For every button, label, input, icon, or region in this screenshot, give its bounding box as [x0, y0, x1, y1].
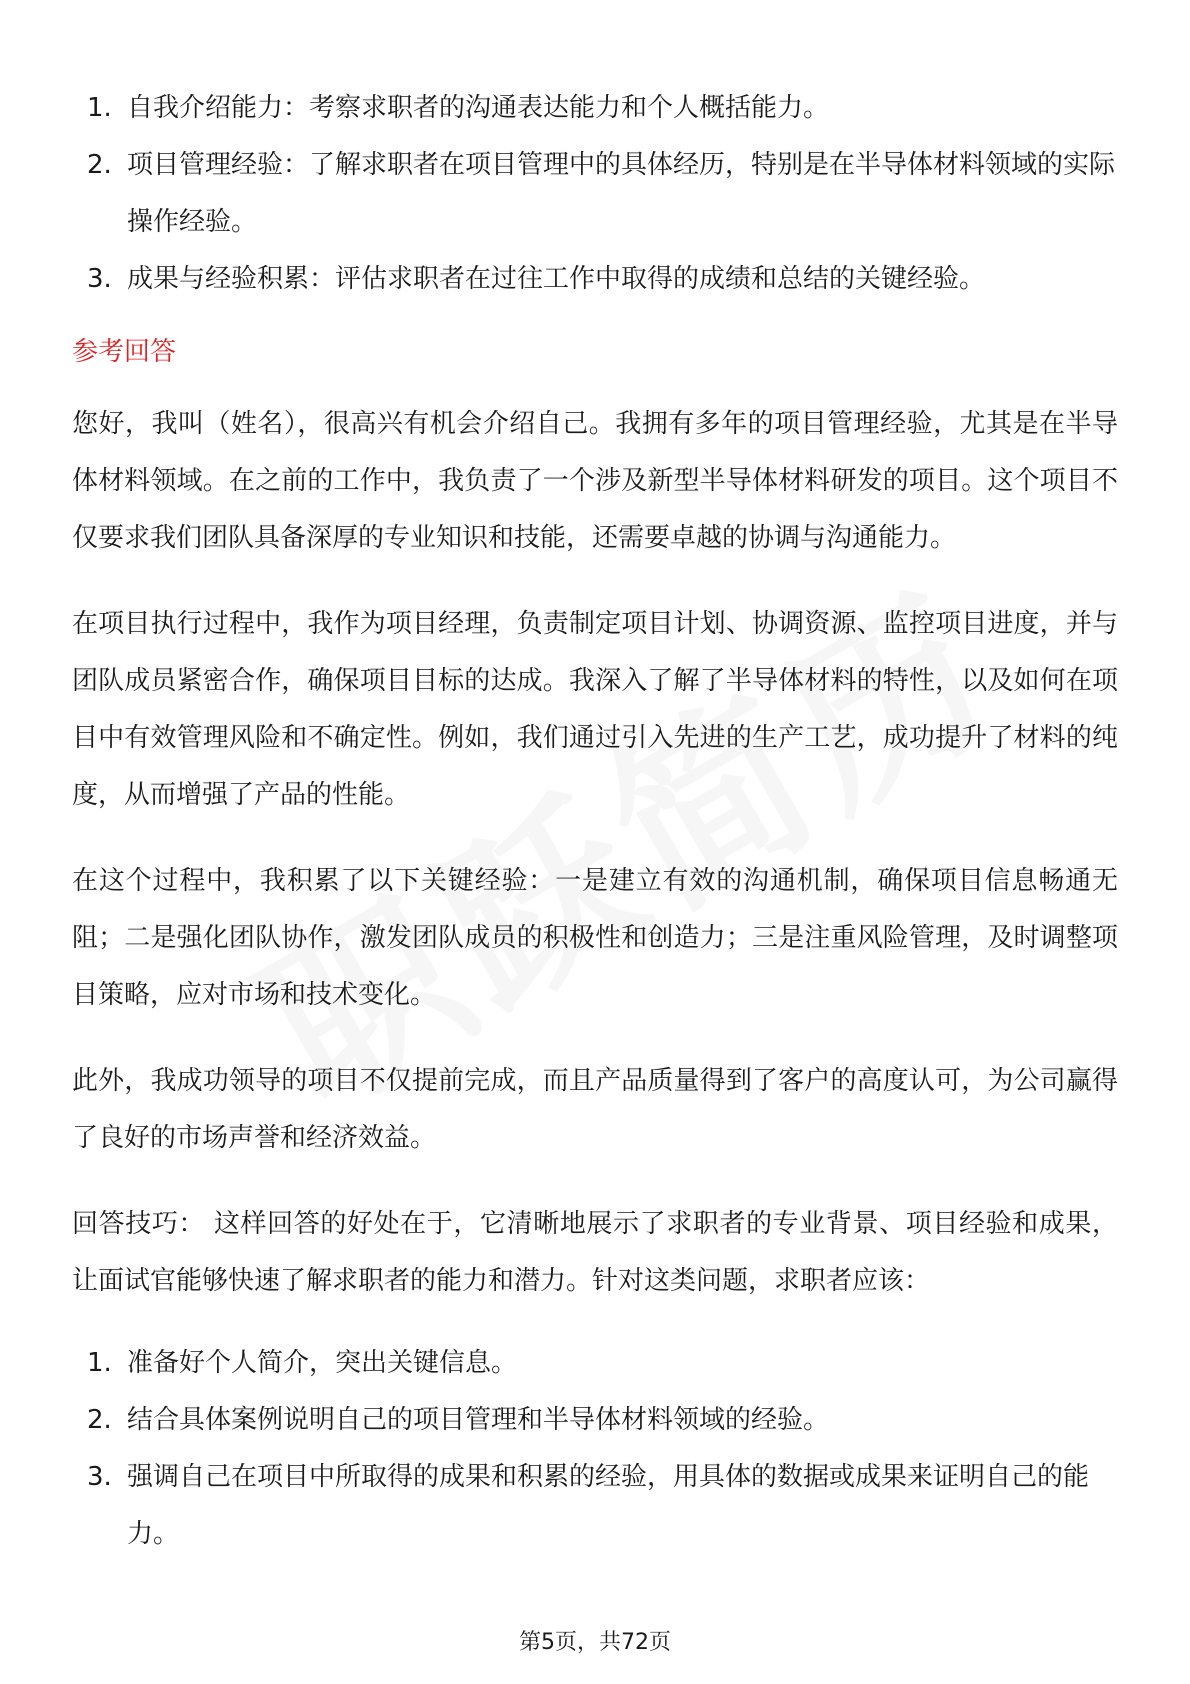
page-number-footer: 第5页，共72页 — [519, 1630, 671, 1655]
list-number: 2. — [87, 150, 112, 180]
list-number: 3. — [87, 264, 112, 294]
list-text: 项目管理经验：了解求职者在项目管理中的具体经历，特别是在半导体材料领域的实际操作经验。 — [127, 150, 1116, 237]
answer-paragraph-1: 您好，我叫（姓名），很高兴有机会介绍自己。我拥有多年的项目管理经验，尤其是在半导体材料领域。在之前的工作中，我负责了一个涉及新型半导体材料研发的项目。这个项目不仅要求我们团队具备深厚的专业知识和技能，还需要卓越的协调与沟通能力。 — [72, 409, 1118, 553]
section-title: 参考回答 — [72, 337, 177, 367]
evaluation-points-list — [72, 80, 1118, 308]
list-text: 成果与经验积累：评估求职者在过往工作中取得的成绩和总结的关键经验。 — [127, 264, 986, 294]
list-text: 自我介绍能力：考察求职者的沟通表达能力和个人概括能力。 — [127, 93, 830, 123]
list-number: 2. — [87, 1405, 112, 1435]
tips-paragraph: 回答技巧： 这样回答的好处在于，它清晰地展示了求职者的专业背景、项目经验和成果，让面试官能够快速了解求职者的能力和潜力。针对这类问题，求职者应该： — [72, 1209, 1118, 1296]
list-text: 强调自己在项目中所取得的成果和积累的经验，用具体的数据或成果来证明自己的能力。 — [127, 1462, 1090, 1549]
list-item — [72, 1335, 1118, 1392]
list-text: 准备好个人简介，突出关键信息。 — [127, 1348, 518, 1378]
document-content — [72, 80, 1118, 1563]
answer-paragraph-3: 在这个过程中，我积累了以下关键经验：一是建立有效的沟通机制，确保项目信息畅通无阻；二是强化团队协作，激发团队成员的积极性和创造力；三是注重风险管理，及时调整项目策略，应对市场和技术变化。 — [72, 866, 1118, 1010]
tips-list — [72, 1335, 1118, 1563]
list-text: 结合具体案例说明自己的项目管理和半导体材料领域的经验。 — [127, 1405, 830, 1435]
list-item — [72, 251, 1118, 308]
list-number: 3. — [87, 1462, 112, 1492]
answer-paragraph-4: 此外，我成功领导的项目不仅提前完成，而且产品质量得到了客户的高度认可，为公司赢得了良好的市场声誉和经济效益。 — [72, 1066, 1118, 1153]
list-item — [72, 80, 1118, 137]
list-item — [72, 137, 1118, 251]
list-number: 1. — [87, 1348, 112, 1378]
list-item — [72, 1392, 1118, 1449]
list-number: 1. — [87, 93, 112, 123]
list-item — [72, 1449, 1118, 1563]
answer-paragraph-2: 在项目执行过程中，我作为项目经理，负责制定项目计划、协调资源、监控项目进度，并与团队成员紧密合作，确保项目目标的达成。我深入了解了半导体材料的特性，以及如何在项目中有效管理风险和不确定性。例如，我们通过引入先进的生产工艺，成功提升了材料的纯度，从而增强了产品的性能。 — [72, 609, 1118, 810]
